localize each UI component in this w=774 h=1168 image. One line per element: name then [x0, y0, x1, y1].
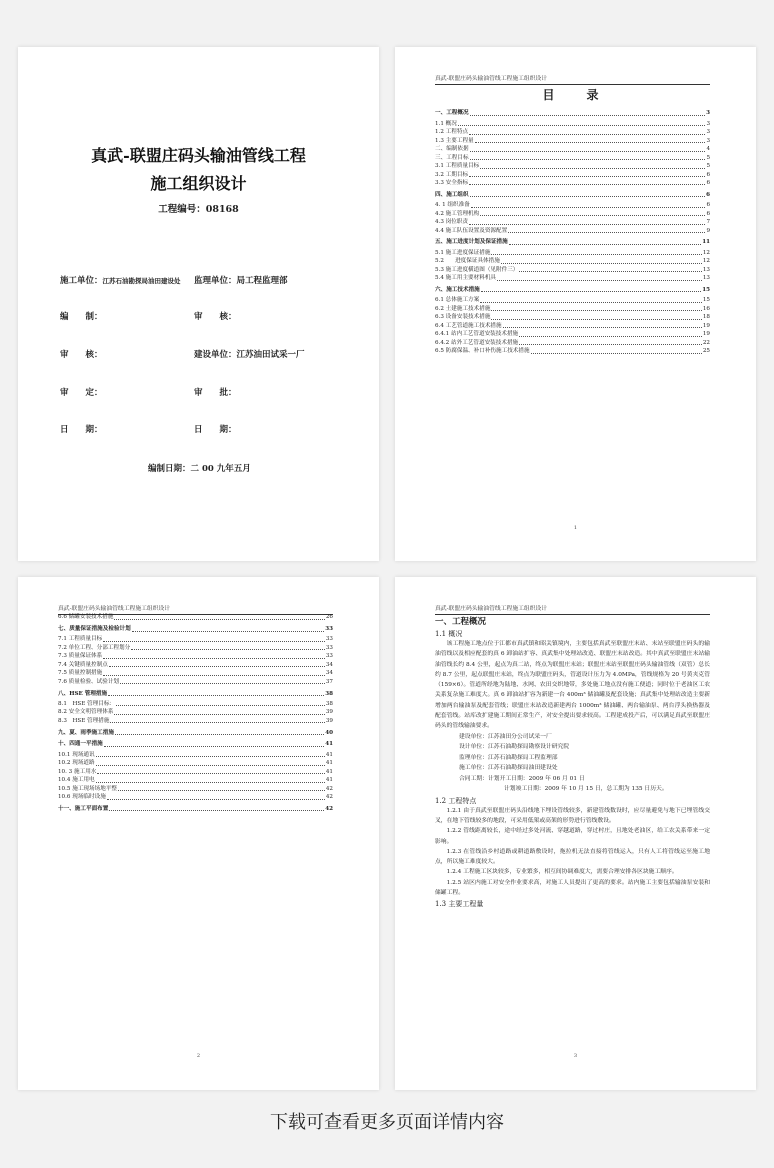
- toc-leader-dots: [108, 695, 324, 696]
- supervision-unit-label: 监理单位：: [194, 276, 237, 286]
- page-number: 2: [196, 1053, 201, 1059]
- toc-entry-label: 6.3 设备安装技术措施: [435, 314, 491, 321]
- toc-entry[interactable]: [435, 322, 710, 329]
- toc-entry-page: 34: [325, 670, 333, 677]
- toc-entry[interactable]: [58, 709, 333, 716]
- toc-leader-dots: [509, 244, 701, 245]
- toc-leader-dots: [508, 232, 705, 233]
- toc-entry-label: 1.3 主要工程量: [435, 137, 474, 144]
- toc-entry-label: 10.5 施工现场场地平整: [58, 785, 117, 792]
- toc-leader-dots: [132, 631, 324, 632]
- toc-entry[interactable]: [58, 760, 333, 767]
- owner-label: 建设单位：: [194, 350, 237, 360]
- toc-page-2: [18, 577, 379, 1090]
- toc-entry-label: 十、四通一平措施: [58, 741, 103, 748]
- toc-entry-page: 6: [706, 179, 710, 186]
- toc-entry[interactable]: [58, 701, 333, 708]
- toc-leader-dots: [501, 263, 702, 264]
- toc-entry-page: 38: [325, 700, 333, 707]
- info-supervision: 监理单位：江苏石油勘探局工程监理部: [459, 754, 558, 761]
- toc-entry-label: 5.1 施工进度保证措施: [435, 249, 491, 256]
- toc-entry-page: 26: [325, 614, 333, 621]
- toc-entry-label: 九、夏、雨季施工措施: [58, 729, 114, 736]
- toc-entry[interactable]: [58, 741, 333, 748]
- info-design: 设计单位：江苏石油勘探局勘察设计研究院: [459, 744, 570, 751]
- toc-entry-page: 3: [706, 129, 710, 136]
- toc-entry[interactable]: [58, 670, 333, 677]
- toc-leader-dots: [470, 159, 706, 160]
- toc-entry-label: 10.4 施工用电: [58, 777, 95, 784]
- toc-leader-dots: [115, 734, 324, 735]
- toc-entry-page: 22: [702, 339, 710, 346]
- toc-list: [435, 110, 710, 356]
- toc-entry-page: 39: [325, 717, 333, 724]
- toc-leader-dots: [491, 310, 701, 311]
- audited-label: 审 核：: [60, 350, 103, 360]
- toc-leader-dots: [120, 683, 325, 684]
- toc-entry[interactable]: [435, 219, 710, 226]
- toc-entry[interactable]: [58, 751, 333, 758]
- running-header: 真武-联盟庄码头输油管线工程施工组织设计: [435, 73, 710, 85]
- toc-entry-page: 13: [702, 275, 710, 282]
- reviewed-label: 审 核：: [194, 312, 237, 322]
- toc-entry-label: 五、施工进度计划及保证措施: [435, 239, 508, 246]
- toc-entry-label: 4.3 岗位职责: [435, 219, 469, 226]
- feature-1: 1.2.1 由于真武至联盟庄码头沿线地下埋设管线较多，新建管线数设时，应尽量避免与地下已埋管线交叉，在地下管线较多的地段，可采用低架或高架的形势进行管线敷设。: [435, 807, 710, 824]
- toc-leader-dots: [469, 224, 705, 225]
- toc-leader-dots: [103, 658, 325, 659]
- info-finish: 计划竣工日期：2009 年 10 月 15 日，总工期为 135 日历天。: [504, 786, 668, 793]
- toc-entry-page: 34: [325, 661, 333, 668]
- toc-leader-dots: [118, 790, 325, 791]
- subsection-heading-quantity: 1.3 主要工程量: [435, 900, 484, 909]
- cover-title-line1: 真武-联盟庄码头输油管线工程: [91, 146, 306, 165]
- toc-entry-page: 37: [325, 678, 333, 685]
- construction-unit-value: 江苏石油勘探局油田建设处: [102, 277, 181, 285]
- toc-entry-page: 13: [702, 266, 710, 273]
- toc-leader-dots: [469, 184, 705, 185]
- toc-leader-dots: [469, 134, 705, 135]
- toc-entry-label: 1.2 工程特点: [435, 129, 469, 136]
- toc-entry[interactable]: [58, 690, 333, 697]
- toc-entry[interactable]: [435, 210, 710, 217]
- toc-entry[interactable]: [435, 163, 710, 170]
- toc-leader-dots: [103, 675, 325, 676]
- toc-entry-label: 4.2 施工管理机构: [435, 210, 480, 217]
- subsection-heading-features: 1.2 工程特点: [435, 796, 477, 805]
- feature-3: 1.2.3 在管线沿乡村道路或耕道路敷设时，拖拉机无法直接将管线运入，只有人工将管线运至施工地点，所以施工难度较大。: [435, 848, 710, 866]
- toc-entry-page: 33: [325, 626, 333, 633]
- toc-entry-page: 39: [325, 709, 333, 716]
- toc-leader-dots: [116, 705, 325, 706]
- info-contract: 合同工期：计划开工日期：2009 年 06 月 01 日: [459, 775, 585, 782]
- toc-leader-dots: [114, 714, 324, 715]
- toc-entry-page: 42: [325, 805, 333, 812]
- toc-entry[interactable]: [435, 129, 710, 136]
- compiled-label: 编 制：: [60, 312, 103, 322]
- toc-entry-label: 八、HSE 管理措施: [58, 690, 108, 697]
- toc-leader-dots: [491, 254, 701, 255]
- toc-entry[interactable]: [435, 154, 710, 161]
- toc-entry[interactable]: [435, 202, 710, 209]
- toc-entry-page: 6: [706, 171, 710, 178]
- toc-entry[interactable]: [58, 768, 333, 775]
- toc-entry-page: 33: [325, 636, 333, 643]
- toc-entry-label: 7.6 质量检验、试验计划: [58, 678, 120, 685]
- toc-entry-page: 12: [702, 249, 710, 256]
- toc-entry-label: 6.1 总体施工方案: [435, 297, 480, 304]
- toc-entry-page: 15: [702, 286, 710, 293]
- toc-leader-dots: [469, 176, 705, 177]
- toc-entry-label: 5.2 进度保证具体措施: [435, 258, 500, 265]
- toc-entry[interactable]: [58, 679, 333, 686]
- toc-entry-page: 12: [702, 258, 710, 265]
- toc-leader-dots: [519, 344, 702, 345]
- toc-leader-dots: [109, 810, 324, 811]
- toc-leader-dots: [480, 215, 705, 216]
- toc-entry-page: 3: [706, 120, 710, 127]
- toc-entry-label: 6.6 储罐安装技术措施: [58, 614, 114, 621]
- toc-leader-dots: [104, 746, 324, 747]
- toc-entry-page: 42: [325, 794, 333, 801]
- toc-entry[interactable]: [58, 729, 333, 736]
- owner-value: 江苏油田试采一厂: [236, 350, 305, 360]
- supervision-unit-field: [194, 274, 288, 286]
- toc-entry-label: 6.4.2 站外工艺管道安装技术措施: [435, 339, 519, 346]
- toc-entry[interactable]: [435, 239, 710, 246]
- toc-leader-dots: [96, 782, 325, 783]
- construction-unit-field: [60, 274, 181, 286]
- toc-entry[interactable]: [58, 662, 333, 669]
- toc-leader-dots: [131, 649, 325, 650]
- toc-leader-dots: [107, 799, 325, 800]
- toc-entry-page: 5: [706, 163, 710, 170]
- toc-title: 目 录: [542, 88, 609, 102]
- toc-entry-label: 8.1 HSE 管理目标：: [58, 700, 116, 707]
- toc-leader-dots: [470, 115, 706, 116]
- toc-leader-dots: [471, 207, 706, 208]
- toc-entry-page: 4: [706, 146, 710, 153]
- toc-entry-label: 10.1 现场通讯: [58, 751, 95, 758]
- toc-entry[interactable]: [435, 314, 710, 321]
- info-contractor: 施工单位：江苏石油勘探局油田建设处: [459, 765, 558, 772]
- toc-entry[interactable]: [435, 191, 710, 198]
- toc-leader-dots: [519, 271, 701, 272]
- toc-entry[interactable]: [435, 258, 710, 265]
- toc-entry-page: 6: [706, 202, 710, 209]
- toc-entry-label: 4.4 施工队伍设置及资源配置: [435, 227, 508, 234]
- toc-entry-page: 15: [702, 297, 710, 304]
- toc-entry-page: 33: [325, 653, 333, 660]
- toc-entry-label: 3.2 工期目标: [435, 171, 469, 178]
- toc-entry-page: 25: [702, 348, 710, 355]
- toc-entry[interactable]: [435, 339, 710, 346]
- toc-leader-dots: [470, 151, 706, 152]
- toc-entry-label: 6.5 防腐保温、补口补伤施工技术措施: [435, 348, 530, 355]
- toc-entry-label: 四、施工组织: [435, 191, 469, 198]
- toc-entry-page: 11: [702, 239, 710, 246]
- toc-entry[interactable]: [435, 275, 710, 282]
- toc-entry-page: 6: [706, 210, 710, 217]
- toc-leader-dots: [97, 773, 324, 774]
- owner-field: [194, 348, 305, 360]
- toc-leader-dots: [96, 756, 325, 757]
- toc-entry-page: 38: [325, 690, 333, 697]
- toc-entry[interactable]: [435, 266, 710, 273]
- supervision-unit-value: 局工程监理部: [236, 276, 288, 286]
- toc-entry[interactable]: [58, 614, 333, 621]
- toc-entry-page: 41: [325, 741, 333, 748]
- toc-entry-label: 7.2 单位工程、分部工程划分: [58, 644, 131, 651]
- toc-entry-page: 5: [706, 154, 710, 161]
- toc-entry-label: 8.2 安全文明管理体系: [58, 709, 114, 716]
- toc-entry-page: 3: [706, 110, 710, 117]
- toc-entry[interactable]: [58, 718, 333, 725]
- page-number: 1: [573, 525, 578, 531]
- running-header: 真武-联盟庄码头输油管线工程施工组织设计: [58, 603, 333, 615]
- toc-entry-label: 5.3 施工进度横道图（见附件三）: [435, 266, 519, 273]
- toc-leader-dots: [114, 619, 324, 620]
- toc-leader-dots: [519, 336, 702, 337]
- toc-entry-page: 9: [706, 227, 710, 234]
- toc-leader-dots: [497, 280, 702, 281]
- toc-entry-label: 6.4 工艺管道施工技术措施: [435, 322, 502, 329]
- toc-entry[interactable]: [435, 137, 710, 144]
- overview-paragraph: 该工程施工地点位于江都市真武镇和昭关镇境内，主要包括真武至联盟庄末站、末站至联盟庄码头的输油管线以及相应配套的真 6 卸油站扩容、真武集中处理站改造、联盟庄末站改造。其中真武至联盟庄末站输油管线长约 8.4 公里，起点为真二站，终点为联盟庄末站；联盟庄末站至联盟庄码头输油管线（双管）总长约 8.7 公里，起点联盟庄末站，终点为联盟庄码头，管道设计压力为 4.0MPa，管线规格为 20 号黄夹克管（159×6）。管道所经地为陆地、水网、农田交织地带，多处施工地点没有施工便道；同时位于老油区工农关系复杂施工难度大。真 6 卸油站扩容为新建一台 400m³ 储油罐及配套设施；真武集中处理站改造主要新增加两台输油泵及配套管线；联盟庄末站改造新建两台 1000m³ 储油罐、两台输油泵、两台浮头换热器及配套管线。站库改扩建施工期间正常生产，对安全提出要求较高。工程建成投产后，可以满足真武至联盟庄码头的管线输油要求。: [435, 641, 710, 730]
- toc-entry-page: 6: [706, 191, 710, 198]
- toc-list: [58, 614, 333, 816]
- toc-entry-label: 一、工程概况: [435, 110, 469, 117]
- toc-entry-page: 42: [325, 785, 333, 792]
- toc-entry-label: 7.3 质量保证体系: [58, 653, 103, 660]
- toc-entry-page: 40: [325, 729, 333, 736]
- toc-entry-page: 33: [325, 644, 333, 651]
- project-code: 工程编号：08168: [158, 204, 239, 215]
- toc-leader-dots: [110, 722, 324, 723]
- date-label-left: 日 期：: [60, 425, 103, 435]
- running-header: 真武-联盟庄码头输油管线工程施工组织设计: [435, 603, 710, 615]
- info-owner: 建设单位：江苏油田分公司试采一厂: [459, 733, 552, 740]
- toc-leader-dots: [109, 666, 325, 667]
- toc-entry[interactable]: [435, 120, 710, 127]
- toc-entry-page: 19: [702, 322, 710, 329]
- toc-leader-dots: [96, 765, 325, 766]
- toc-entry-label: 3.3 安全指标: [435, 179, 469, 186]
- body-page: [395, 577, 756, 1090]
- toc-entry-label: 4. 1 组织准备: [435, 202, 470, 209]
- toc-entry-page: 41: [325, 751, 333, 758]
- toc-entry-label: 6.4.1 站内工艺管道安装技术措施: [435, 331, 519, 338]
- toc-entry[interactable]: [58, 626, 333, 633]
- toc-entry[interactable]: [435, 146, 710, 153]
- toc-entry-label: 二、编制依据: [435, 146, 469, 153]
- toc-entry[interactable]: [58, 785, 333, 792]
- toc-entry[interactable]: [58, 645, 333, 652]
- toc-entry[interactable]: [58, 636, 333, 643]
- construction-unit-label: 施工单位：: [60, 276, 103, 286]
- toc-entry-label: 10.6 现场临时设施: [58, 794, 106, 801]
- toc-leader-dots: [503, 327, 702, 328]
- toc-entry-label: 六、施工技术措施: [435, 286, 480, 293]
- toc-entry-label: 8.3 HSE 管理措施: [58, 717, 110, 724]
- cover-page: [18, 47, 379, 561]
- toc-entry-label: 七、质量保证措施及检验计划: [58, 626, 131, 633]
- date-label-right: 日 期：: [194, 425, 237, 435]
- toc-entry-label: 十一、施工平面布置: [58, 805, 109, 812]
- cover-title-line2: 施工组织设计: [150, 174, 247, 193]
- toc-entry-page: 18: [702, 314, 710, 321]
- authorized-label: 审 批：: [194, 388, 237, 398]
- toc-page-1: [395, 47, 756, 561]
- toc-entry-label: 10.2 现场道路: [58, 760, 95, 767]
- feature-4: 1.2.4 工程施工区块较多，专业繁多，相互间协调难度大，需要合理安排各区块施工顺序。: [446, 869, 678, 876]
- feature-2: 1.2.2 管线距离较长，途中经过多处河流、穿越道路，穿过村庄，且地处老油区，给工农关系带来一定影响。: [435, 828, 710, 845]
- toc-entry[interactable]: [435, 305, 710, 312]
- toc-entry-label: 7.4 关键质量控制点: [58, 661, 108, 668]
- toc-entry[interactable]: [58, 806, 333, 813]
- toc-entry[interactable]: [58, 794, 333, 801]
- toc-entry-label: 三、工程目标: [435, 154, 469, 161]
- toc-entry-label: 7.5 质量控制措施: [58, 670, 103, 677]
- body-content: [435, 616, 710, 909]
- download-more-caption: 下载可查看更多页面详情内容: [270, 1112, 504, 1133]
- page-number: 3: [573, 1053, 578, 1059]
- toc-entry[interactable]: [58, 777, 333, 784]
- toc-leader-dots: [458, 125, 706, 126]
- toc-entry-page: 41: [325, 768, 333, 775]
- toc-entry[interactable]: [435, 287, 710, 294]
- toc-leader-dots: [470, 196, 706, 197]
- compile-date: 编制日期：二 00 九年五月: [148, 464, 251, 474]
- subsection-heading-overview: 1.1 概况: [435, 630, 463, 638]
- toc-entry[interactable]: [435, 171, 710, 178]
- toc-entry-page: 3: [706, 137, 710, 144]
- toc-leader-dots: [531, 353, 702, 354]
- toc-leader-dots: [480, 302, 702, 303]
- toc-entry[interactable]: [435, 180, 710, 187]
- toc-entry-label: 6.2 土建施工技术措施: [435, 305, 491, 312]
- toc-entry-label: 3.1 工程质量目标: [435, 163, 480, 170]
- toc-entry[interactable]: [435, 348, 710, 355]
- toc-entry-page: 41: [325, 777, 333, 784]
- toc-entry[interactable]: [435, 227, 710, 234]
- toc-leader-dots: [103, 641, 325, 642]
- toc-entry[interactable]: [435, 297, 710, 304]
- toc-entry-page: 7: [706, 219, 710, 226]
- toc-entry-label: 5.4 施工用主要材料机具: [435, 275, 497, 282]
- toc-entry[interactable]: [435, 249, 710, 256]
- toc-entry-label: 7.1 工程质量目标: [58, 636, 103, 643]
- toc-entry-label: 10. 3 施工用水: [58, 768, 97, 775]
- feature-5: 1.2.5 站区内施工对安全作业要求高，对施工人员提出了更高的要求。站内施工主要包括输油泵安装和储罐工程。: [435, 879, 710, 897]
- toc-leader-dots: [481, 291, 701, 292]
- toc-entry[interactable]: [435, 110, 710, 117]
- toc-entry-page: 19: [702, 331, 710, 338]
- toc-entry-page: 16: [702, 305, 710, 312]
- toc-entry[interactable]: [435, 331, 710, 338]
- toc-leader-dots: [475, 142, 706, 143]
- toc-entry-label: 1.1 概况: [435, 120, 457, 127]
- toc-leader-dots: [480, 168, 705, 169]
- toc-entry[interactable]: [58, 653, 333, 660]
- toc-leader-dots: [491, 319, 701, 320]
- approved-label: 审 定：: [60, 388, 103, 398]
- section-heading: 一、工程概况: [435, 617, 487, 627]
- toc-entry-page: 41: [325, 760, 333, 767]
